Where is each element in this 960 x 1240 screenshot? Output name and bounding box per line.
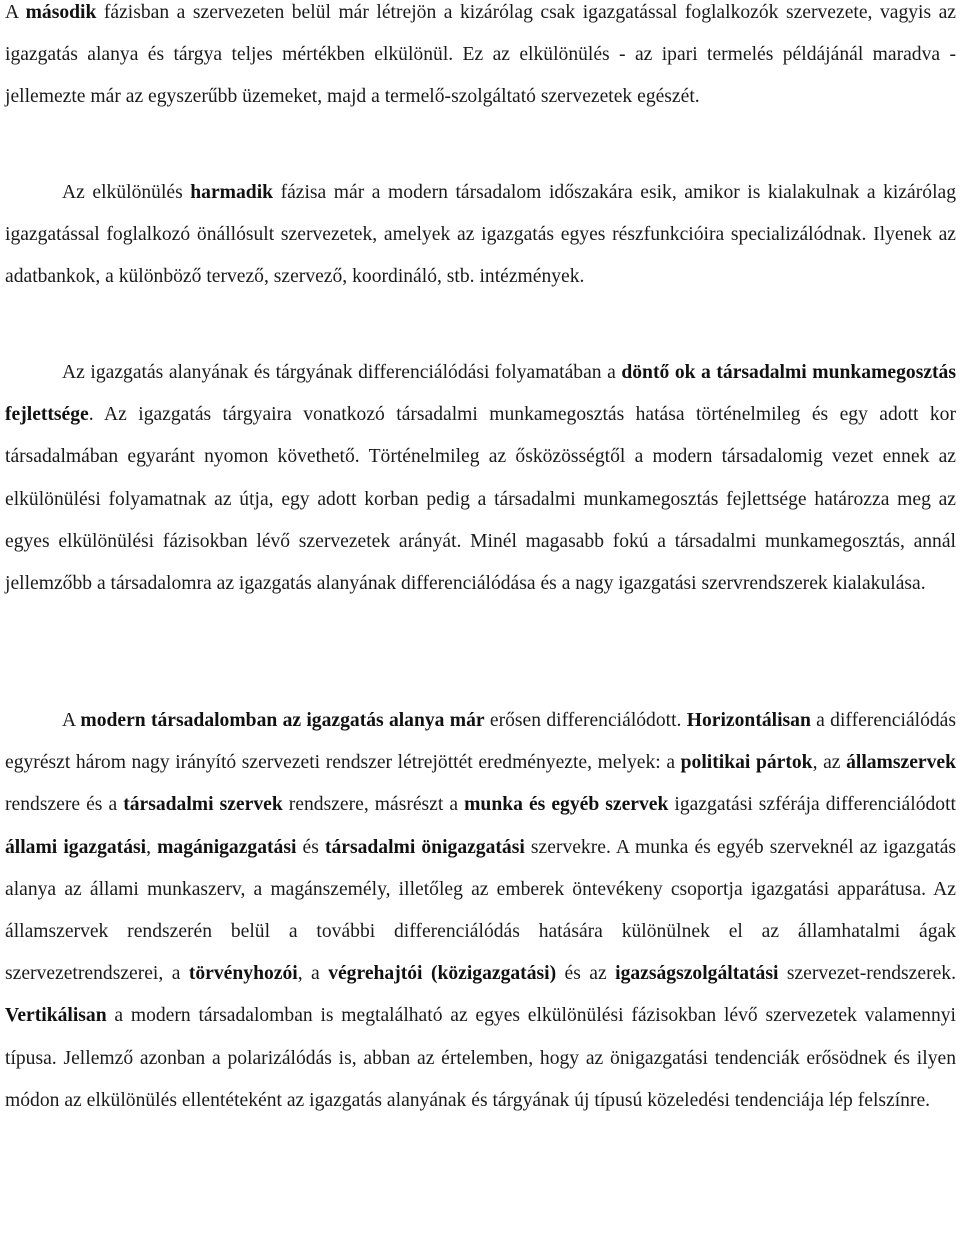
- paragraph-second-phase: [5, 0, 956, 119]
- bold-term: Horizontálisan: [686, 710, 811, 731]
- text-run: ,: [146, 836, 158, 858]
- bold-term: Vertikálisan: [5, 1005, 107, 1027]
- text-run: fázisban a szervezeten belül már létrejön a kizárólag csak igazgatással foglalkozók szervezete, vagyis az igazgatás alanya és tárgya teljes mértékben elkülönül. Ez az elkülönülés - az ipari termelés példájánál maradva - jellemezte már az egyszerűbb üzemeket, majd a termelő-szolgáltató szervezetek egészét.: [5, 2, 957, 108]
- text-run: és az: [556, 963, 616, 985]
- text-run: a differenciálódás egyrészt három nagy irányító szervezeti rendszer létrejöttét eredményezte, melyek: a: [5, 710, 957, 774]
- bold-term: törvényhozói: [188, 963, 298, 985]
- paragraph-third-phase: [5, 172, 956, 299]
- bold-term: társadalmi önigazgatási: [324, 836, 525, 858]
- text-run: igazgatási szférája differenciálódott: [668, 794, 956, 816]
- bold-term: igazságszolgáltatási: [615, 963, 779, 985]
- bold-term: végrehajtói (közigazgatási): [328, 963, 557, 985]
- text-run: . Az igazgatás tárgyaira vonatkozó társadalmi munkamegosztás hatása történelmileg és egy adott kor társadalmában egyaránt nyomon követhető. Történelmileg az ősközösségtől a modern társadalomig vezet ennek az elkülönülési folyamatnak az útja, egy adott korban pedig a társadalmi munkamegosztás fejlettsége határozza meg az egyes elkülönülési fázisokban lévő szervezetek arányát. Minél magasabb fokú a társadalmi munkamegosztás, annál jellemzőbb a társadalomra az igazgatás alanyának differenciálódása és a nagy igazgatási szervrendszerek kialakulása.: [5, 404, 956, 595]
- text-run: A: [62, 710, 81, 731]
- bold-term: modern társadalomban az igazgatás alanya már: [80, 710, 485, 731]
- text-run: a modern társadalomban is megtalálható az egyes elkülönülési fázisokban lévő szervezetek valamennyi típusa. Jellemző azonban a polarizálódás is, abban az értelemben, hogy az önigazgatási tendenciák erősödnek és ilyen módon az elkülönülés ellentéteként az igazgatás alanyának és tárgyának új típusú közeledési tendenciája lép felszínre.: [5, 1005, 956, 1111]
- text-run: A: [5, 2, 26, 23]
- text-run: szervezet-rendszerek.: [778, 963, 956, 985]
- text-run: fázisa már a modern társadalom időszakára esik, amikor is kialakulnak a kizárólag igazgatással foglalkozó önállósult szervezetek, amelyek az igazgatás egyes részfunkcióira specializálódnak. Ilyenek az adatbankok, a különböző tervező, szervező, koordináló, stb. intézmények.: [5, 182, 957, 288]
- document-page: [5, 0, 956, 1240]
- paragraph-differentiation-cause: [5, 352, 956, 605]
- text-run: Az elkülönülés: [62, 182, 191, 203]
- bold-term: második: [25, 2, 97, 23]
- bold-term: döntő ok a társadalmi munkamegosztás fejlettsége: [5, 362, 956, 426]
- bold-term: társadalmi szervek: [123, 794, 283, 816]
- bold-term: állami igazgatási: [5, 836, 147, 858]
- text-run: Az igazgatás alanyának és tárgyának differenciálódási folyamatában a: [62, 362, 622, 383]
- text-run: erősen differenciálódott.: [484, 710, 687, 731]
- bold-term: magánigazgatási: [157, 836, 297, 858]
- bold-term: államszervek: [846, 752, 956, 774]
- text-run: , az: [812, 752, 847, 774]
- bold-term: munka és egyéb szervek: [464, 794, 669, 816]
- text-run: rendszere és a: [5, 794, 124, 816]
- text-run: szervekre. A munka és egyéb szerveknél az igazgatás alanya az állami munkaszerv, a magánszemély, illetőleg az emberek öntevékeny csoportja igazgatási apparátusa. Az államszervek rendszerén belül a további differenciálódás hatására különülnek el az államhatalmi ágak szervezetrendszerei, a: [5, 836, 957, 985]
- bold-term: harmadik: [190, 182, 274, 203]
- text-run: rendszere, másrészt a: [282, 794, 465, 816]
- paragraph-modern-society: [5, 700, 956, 1122]
- bold-term: politikai pártok: [680, 752, 813, 774]
- text-run: és: [296, 836, 325, 858]
- text-run: , a: [297, 963, 329, 985]
